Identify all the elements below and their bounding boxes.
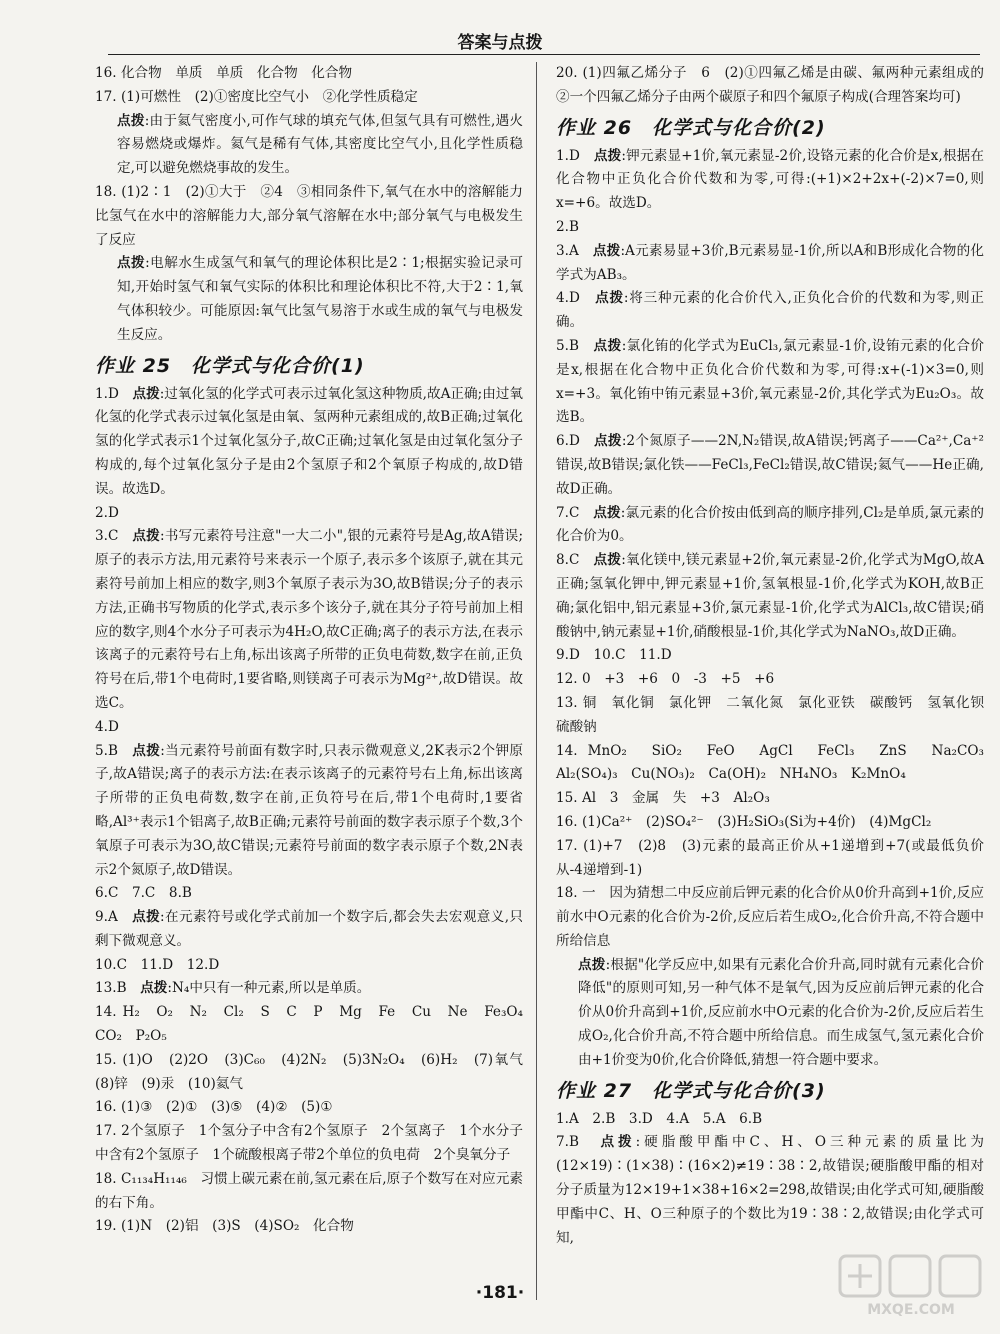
answer-number: 17. xyxy=(556,837,578,854)
answer-number: 4.D xyxy=(95,718,119,735)
answer-number: 4.D xyxy=(556,290,580,307)
hint-label: 点拨 xyxy=(595,290,624,307)
answer-number: 12. xyxy=(556,671,578,688)
answer-item: 6.D 点拨:2个氮原子——2N,N₂错误,故A错误;钙离子——Ca²⁺,Ca⁺²错误,故B错误;氯化铁——FeCl₃,FeCl₂错误,故C错误;氦气——He正确,故D正确。 xyxy=(556,433,985,497)
hint-paragraph: 点拨:电解水生成氢气和氧气的理论体积比是2∶1;根据实验记录可知,开始时氢气和氧气实际的体积比和理论体积比不符,大于2∶1,氧气体积较少。可能原因:氧气比氢气易溶于水或生成的氧气与电极发生反应。 xyxy=(117,255,523,343)
watermark-logo xyxy=(836,1250,986,1320)
answer-number: 16. xyxy=(95,1099,117,1116)
answer-number: 9.D 10.C 11.D xyxy=(556,647,672,664)
answer-item: 3.C 点拨:书写元素符号注意"一大二小",银的元素符号是Ag,故A错误;原子的表示方法,用元素符号来表示一个原子,表示多个该原子,就在其元素符号前加上相应的数字,则3个氧原子表示为3O,故B错误;分子的表示方法,正确书写物质的化学式,表示多个该分子,就在其分子符号前加上相应的数字,则4个水分子可表示为4H₂O,故C正确;离子的表示方法,在表示该离子的元素符号右上角,标出该离子所带的正负电荷数,数字在前,正负符号在后,带1个电荷时,1要省略,则镁离子可表示为Mg²⁺,故D错误。故选C。 xyxy=(95,528,524,711)
hint-paragraph: 点拨:根据"化学反应中,如果有元素化合价升高,同时就有元素化合价降低"的原则可知,另一种气体不是氧气,因为反应前后钾元素的化合价从0价升高到+1价,反应前水中O元素的化合价为-2价,反应后若生成O₂,化合价升高,不符合题中所给信息。而生成氢气,氢元素化合价由+1价变为0价,化合价降低,猜想一符合题中要求。 xyxy=(578,956,984,1068)
answer-number: 1.A 2.B 3.D 4.A 5.A 6.B xyxy=(556,1110,763,1127)
answer-text: 0 +3 +6 0 -3 +5 +6 xyxy=(581,671,775,688)
hint-text: 由于氦气密度小,可作气球的填充气体,但氢气具有可燃性,遇火容易燃烧或爆炸。氦气是稀有气体,其密度比空气小,且化学性质稳定,可以避免燃烧事故的发生。 xyxy=(117,112,524,177)
answer-number: 5.B xyxy=(95,742,118,759)
answer-text: 化合物 单质 单质 化合物 化合物 xyxy=(120,65,353,81)
answer-number: 15. xyxy=(95,1051,117,1068)
answer-number: 16. xyxy=(95,65,117,81)
hint-label: 点拨 xyxy=(132,385,160,402)
hint-label: 点拨 xyxy=(593,504,621,521)
answer-number: 7.B xyxy=(556,1134,579,1151)
hint-text: 2个氮原子——2N,N₂错误,故A错误;钙离子——Ca²⁺,Ca⁺²错误,故B错误;氯化铁——FeCl₃,FeCl₂错误,故C错误;氦气——He正确,故D正确。 xyxy=(556,433,985,497)
hint-label: 点拨 xyxy=(593,552,622,569)
hint-label: 点拨 xyxy=(578,956,606,973)
answer-number: 14. xyxy=(95,1004,117,1021)
answer-item xyxy=(95,1120,523,1168)
answer-text: (1)2∶1 (2)①大于 ②4 ③相同条件下,氧气在水中的溶解能力比氢气在水中的溶解能力大,部分氧气溶解在水中;部分氧气与电极发生了反应 xyxy=(95,183,524,248)
answer-item xyxy=(556,644,984,668)
answer-number: 19. xyxy=(95,1218,117,1235)
answer-number: 13.B xyxy=(95,980,127,997)
answer-text: 一 因为猜想二中反应前后钾元素的化合价从0价升高到+1价,反应前水中O元素的化合价为-2价,反应后若生成O₂,化合价升高,不符合题中所给信息 xyxy=(556,885,984,949)
answer-item xyxy=(556,62,998,110)
answer-number: 8.C xyxy=(556,552,580,569)
section-title: 作业 26 化学式与化合价(2) xyxy=(556,116,826,139)
hint-text: 氧化镁中,镁元素显+2价,氧元素显-2价,化学式为MgO,故A正确;氢氧化钾中,钾元素显+1价,氢氧根显-1价,化学式为KOH,故B正确;氯化铝中,铝元素显+3价,氯元素显-1价,化学式为AlCl₃,故C错误;硝酸钠中,钠元素显+1价,硝酸根显-1价,其化学式为NaNO₃,故D正确。 xyxy=(556,552,985,640)
answer-number: 6.D xyxy=(556,433,580,450)
answer-number: 18. xyxy=(95,1170,117,1187)
answer-text: (1)N (2)铝 (3)S (4)SO₂ 化合物 xyxy=(120,1218,354,1235)
answer-item xyxy=(95,882,523,906)
answer-text: (1)四氟乙烯分子 6 (2)①四氟乙烯是由碳、氟两种元素组成的 ②一个四氟乙烯分子由两个碳原子和四个氟原子构成(合理答案均可) xyxy=(556,65,998,105)
hint-label: 点拨 xyxy=(600,1134,636,1151)
answer-item xyxy=(556,692,998,740)
hint-label: 点拨 xyxy=(593,147,622,164)
section-title: 作业 25 化学式与化合价(1) xyxy=(95,354,365,377)
hint-text: 硬脂酸甲酯中C、H、O三种元素的质量比为(12×19)∶(1×38)∶(16×2)≠19∶38∶2,故错误;硬脂酸甲酯的相对分子质量为12×19+1×38+16×2=298,故错误;由化学式可知,硬脂酸甲酯中C、H、O三种原子的个数比为19∶38∶2,故错误;由化学式可知, xyxy=(556,1134,985,1246)
header-rule xyxy=(108,54,980,55)
answer-text: H₂ O₂ N₂ Cl₂ S C P Mg Fe Cu Ne Fe₃O₄ CO₂ P₂O₅ xyxy=(95,1004,537,1045)
hint-label: 点拨 xyxy=(593,337,622,354)
hint-text: 当元素符号前面有数字时,只表示微观意义,2K表示2个钾原子,故A错误;离子的表示方法:在表示该离子的元素符号右上角,标出该离子所带的正负电荷数,数字在前,正负符号在后,带1个电荷时,1要省略,Al³⁺表示1个铝离子,故B正确;元素符号前面的数字表示原子个数,3个氧原子可表示为3O,故C错误;元素符号前面的数字表示原子个数,2N表示2个氮原子,故D错误。 xyxy=(95,742,524,878)
answer-item: 1.D 点拨:过氧化氢的化学式可表示过氧化氢这种物质,故A正确;由过氧化氢的化学式表示过氧化氢是由氧、氢两种元素组成的,故B正确;过氧化氢的化学式表示1个过氧化氢分子,故C正确;过氧化氢是由过氧化氢分子构成的,每个过氧化氢分子是由2个氢原子和2个氧原子构成的,故D错误。故选D。 xyxy=(95,385,524,497)
answer-item xyxy=(95,1001,537,1049)
answer-item xyxy=(95,86,523,110)
answer-text: 铜 氧化铜 氯化钾 二氧化氮 氯化亚铁 碳酸钙 氢氧化钡 硫酸钠 xyxy=(556,694,998,735)
answer-number: 1.D xyxy=(556,147,580,164)
answer-item xyxy=(556,740,998,788)
answer-item xyxy=(95,954,523,978)
answer-text: (1)O (2)2O (3)C₆₀ (4)2N₂ (5)3N₂O₄ (6)H₂ (7)氧气 (8)锌 (9)汞 (10)氦气 xyxy=(95,1051,537,1092)
answer-number: 17. xyxy=(95,1123,117,1140)
answer-item: 13.B 点拨:N₄中只有一种元素,所以是单质。 xyxy=(95,980,371,997)
column-divider xyxy=(536,62,537,1300)
answer-item: 7.C 点拨:氯元素的化合价按由低到高的顺序排列,Cl₂是单质,氯元素的化合价为0。 xyxy=(556,504,985,545)
hint-label: 点拨 xyxy=(140,980,168,997)
answer-item xyxy=(556,668,984,692)
answer-text: (1)③ (2)① (3)⑤ (4)② (5)① xyxy=(120,1099,333,1116)
left-column xyxy=(95,62,537,1302)
hint-paragraph: 点拨:由于氦气密度小,可作气球的填充气体,但氢气具有可燃性,遇火容易燃烧或爆炸。氦气是稀有气体,其密度比空气小,且化学性质稳定,可以避免燃烧事故的发生。 xyxy=(117,112,524,177)
hint-text: 氯化铕的化学式为EuCl₃,氯元素显-1价,设铕元素的化合价是x,根据在化合物中正负化合价代数和为零,可得:x+(-1)×3=0,则x=+3。氧化铕中铕元素显+3价,氧元素显-2价,其化学式为Eu₂O₃。故选B。 xyxy=(556,337,985,426)
right-column xyxy=(556,62,998,1302)
answer-number: 5.B xyxy=(556,337,579,354)
hint-text: N₄中只有一种元素,所以是单质。 xyxy=(171,980,371,997)
answer-number: 18. xyxy=(95,183,117,200)
answer-number: 9.A xyxy=(95,909,118,926)
answer-number: 15. xyxy=(556,790,578,807)
answer-item: 9.A 点拨:在元素符号或化学式前加一个数字后,都会失去宏观意义,只剩下微观意义。 xyxy=(95,909,524,949)
answer-item xyxy=(556,811,984,835)
answer-item xyxy=(95,1049,537,1097)
hint-label: 点拨 xyxy=(117,112,145,129)
hint-label: 点拨 xyxy=(132,528,160,545)
answer-number: 10.C 11.D 12.D xyxy=(95,956,220,973)
answer-item: 8.C 点拨:氧化镁中,镁元素显+2价,氧元素显-2价,化学式为MgO,故A正确;氢氧化钾中,钾元素显+1价,氢氧根显-1价,化学式为KOH,故B正确;氯化铝中,铝元素显+3价,氯元素显-1价,化学式为AlCl₃,故C错误;硝酸钠中,钠元素显+1价,硝酸根显-1价,其化学式为NaNO₃,故D正确。 xyxy=(556,552,985,640)
answer-item: 4.D 点拨:将三种元素的化合价代入,正负化合价的代数和为零,则正确。 xyxy=(556,290,985,331)
answer-number: 6.C 7.C 8.B xyxy=(95,885,192,902)
hint-label: 点拨 xyxy=(132,909,161,926)
answer-text: Al 3 金属 失 +3 Al₂O₃ xyxy=(581,790,770,807)
answer-item: 3.A 点拨:A元素易显+3价,B元素易显-1价,所以A和B形成化合物的化学式为AB₃。 xyxy=(556,242,985,283)
answer-item xyxy=(95,1215,523,1239)
answer-text: MnO₂ SiO₂ FeO AgCl FeCl₃ ZnS Na₂CO₃ Al₂(SO₄)₃ Cu(NO₃)₂ Ca(OH)₂ NH₄NO₃ K₂MnO₄ xyxy=(556,742,998,783)
answer-number: 2.D xyxy=(95,504,119,521)
answer-number: 3.A xyxy=(556,242,579,259)
hint-text: 氯元素的化合价按由低到高的顺序排列,Cl₂是单质,氯元素的化合价为0。 xyxy=(556,504,985,545)
hint-text: 书写元素符号注意"一大二小",银的元素符号是Ag,故A错误;原子的表示方法,用元素符号来表示一个原子,表示多个该原子,就在其元素符号前加上相应的数字,则3个氧原子表示为3O,故B错误;分子的表示方法,正确书写物质的化学式,表示多个该分子,就在其分子符号前加上相应的数字,则4个水分子可表示为4H₂O,故C正确;离子的表示方法,在表示该离子的元素符号右上角,标出该离子所带的正负电荷数,数字在前,正负符号在后,带1个电荷时,1要省略,则镁离子可表示为Mg²⁺,故D错误。故选C。 xyxy=(95,528,524,711)
hint-text: 将三种元素的化合价代入,正负化合价的代数和为零,则正确。 xyxy=(556,290,985,331)
answer-item xyxy=(95,502,523,526)
answer-item xyxy=(556,1108,984,1132)
hint-label: 点拨 xyxy=(117,255,146,272)
answer-item: 7.B 点拨:硬脂酸甲酯中C、H、O三种元素的质量比为(12×19)∶(1×38)∶(16×2)≠19∶38∶2,故错误;硬脂酸甲酯的相对分子质量为12×19+1×38+16×2=298,故错误;由化学式可知,硬脂酸甲酯中C、H、O三种原子的个数比为19∶38∶2,故错误;由化学式可知, xyxy=(556,1134,985,1246)
answer-number: 7.C xyxy=(556,504,580,521)
answer-text: (1)+7 (2)8 (3)元素的最高正价从+1递增到+7(或最低负价从-4递增到-1) xyxy=(556,837,984,878)
hint-text: 在元素符号或化学式前加一个数字后,都会失去宏观意义,只剩下微观意义。 xyxy=(95,909,524,949)
answer-item xyxy=(95,62,523,86)
page-number: ·181· xyxy=(475,1283,525,1303)
answer-item xyxy=(556,835,984,883)
answer-item: 5.B 点拨:当元素符号前面有数字时,只表示微观意义,2K表示2个钾原子,故A错误;离子的表示方法:在表示该离子的元素符号右上角,标出该离子所带的正负电荷数,数字在前,正负符号在后,带1个电荷时,1要省略,Al³⁺表示1个铝离子,故B正确;元素符号前面的数字表示原子个数,3个氧原子可表示为3O,故C错误;元素符号前面的数字表示原子个数,2N表示2个氮原子,故D错误。 xyxy=(95,742,524,878)
answer-text: 2个氢原子 1个氢分子中含有2个氢原子 2个氢离子 1个水分子中含有2个氢原子 1个硫酸根离子带2个单位的负电荷 2个臭氧分子 xyxy=(95,1123,523,1164)
hint-label: 点拨 xyxy=(592,242,621,259)
page-header: 答案与点拨 xyxy=(457,33,543,53)
svg-text:MXQE.COM: MXQE.COM xyxy=(867,1302,955,1318)
hint-text: A元素易显+3价,B元素易显-1价,所以A和B形成化合物的化学式为AB₃。 xyxy=(556,242,985,283)
answer-item xyxy=(556,216,984,240)
answer-number: 18. xyxy=(556,885,578,902)
section-title: 作业 27 化学式与化合价(3) xyxy=(556,1079,826,1102)
answer-text: C₁₁₃₄H₁₁₄₆ 习惯上碳元素在前,氢元素在后,原子个数写在对应元素的右下角。 xyxy=(95,1170,523,1211)
answer-number: 13. xyxy=(556,694,578,711)
hint-text: 根据"化学反应中,如果有元素化合价升高,同时就有元素化合价降低"的原则可知,另一种气体不是氧气,因为反应前后钾元素的化合价从0价升高到+1价,反应前水中O元素的化合价为-2价,反应后若生成O₂,化合价升高,不符合题中所给信息。而生成氢气,氢元素化合价由+1价变为0价,化合价降低,猜想一符合题中要求。 xyxy=(578,956,984,1068)
answer-number: 20. xyxy=(556,65,578,81)
answer-number: 17. xyxy=(95,88,117,105)
answer-item xyxy=(95,181,523,252)
hint-label: 点拨 xyxy=(594,433,622,450)
hint-text: 钾元素显+1价,氧元素显-2价,设铬元素的化合价是x,根据在化合物中正负化合价代数和为零,可得:(+1)×2+2x+(-2)×7=0,则x=+6。故选D。 xyxy=(556,147,984,212)
answer-item xyxy=(556,882,984,953)
answer-item xyxy=(95,716,523,740)
answer-number: 16. xyxy=(556,813,578,830)
answer-item: 1.D 点拨:钾元素显+1价,氧元素显-2价,设铬元素的化合价是x,根据在化合物中正负化合价代数和为零,可得:(+1)×2+2x+(-2)×7=0,则x=+6。故选D。 xyxy=(556,147,984,212)
hint-label: 点拨 xyxy=(132,742,161,759)
answer-item xyxy=(556,787,984,811)
answer-item: 5.B 点拨:氯化铕的化学式为EuCl₃,氯元素显-1价,设铕元素的化合价是x,根据在化合物中正负化合价代数和为零,可得:x+(-1)×3=0,则x=+3。氧化铕中铕元素显+3价,氧元素显-2价,其化学式为Eu₂O₃。故选B。 xyxy=(556,337,985,426)
hint-text: 过氧化氢的化学式可表示过氧化氢这种物质,故A正确;由过氧化氢的化学式表示过氧化氢是由氧、氢两种元素组成的,故B正确;过氧化氢的化学式表示1个过氧化氢分子,故C正确;过氧化氢是由过氧化氢分子构成的,每个过氧化氢分子是由2个氢原子和2个氧原子构成的,故D错误。故选D。 xyxy=(95,385,524,497)
answer-text: (1)可燃性 (2)①密度比空气小 ②化学性质稳定 xyxy=(120,88,418,105)
answer-number: 2.B xyxy=(556,218,579,235)
answer-number: 1.D xyxy=(95,385,119,402)
answer-number: 14. xyxy=(556,742,578,759)
hint-text: 电解水生成氢气和氧气的理论体积比是2∶1;根据实验记录可知,开始时氢气和氧气实际的体积比和理论体积比不符,大于2∶1,氧气体积较少。可能原因:氧气比氢气易溶于水或生成的氧气与电极发生反应。 xyxy=(117,255,523,343)
answer-number: 3.C xyxy=(95,528,119,545)
answer-item xyxy=(95,1096,523,1120)
answer-item xyxy=(95,1168,523,1216)
answer-text: (1)Ca²⁺ (2)SO₄²⁻ (3)H₂SiO₃(Si为+4价) (4)MgCl₂ xyxy=(581,813,932,830)
